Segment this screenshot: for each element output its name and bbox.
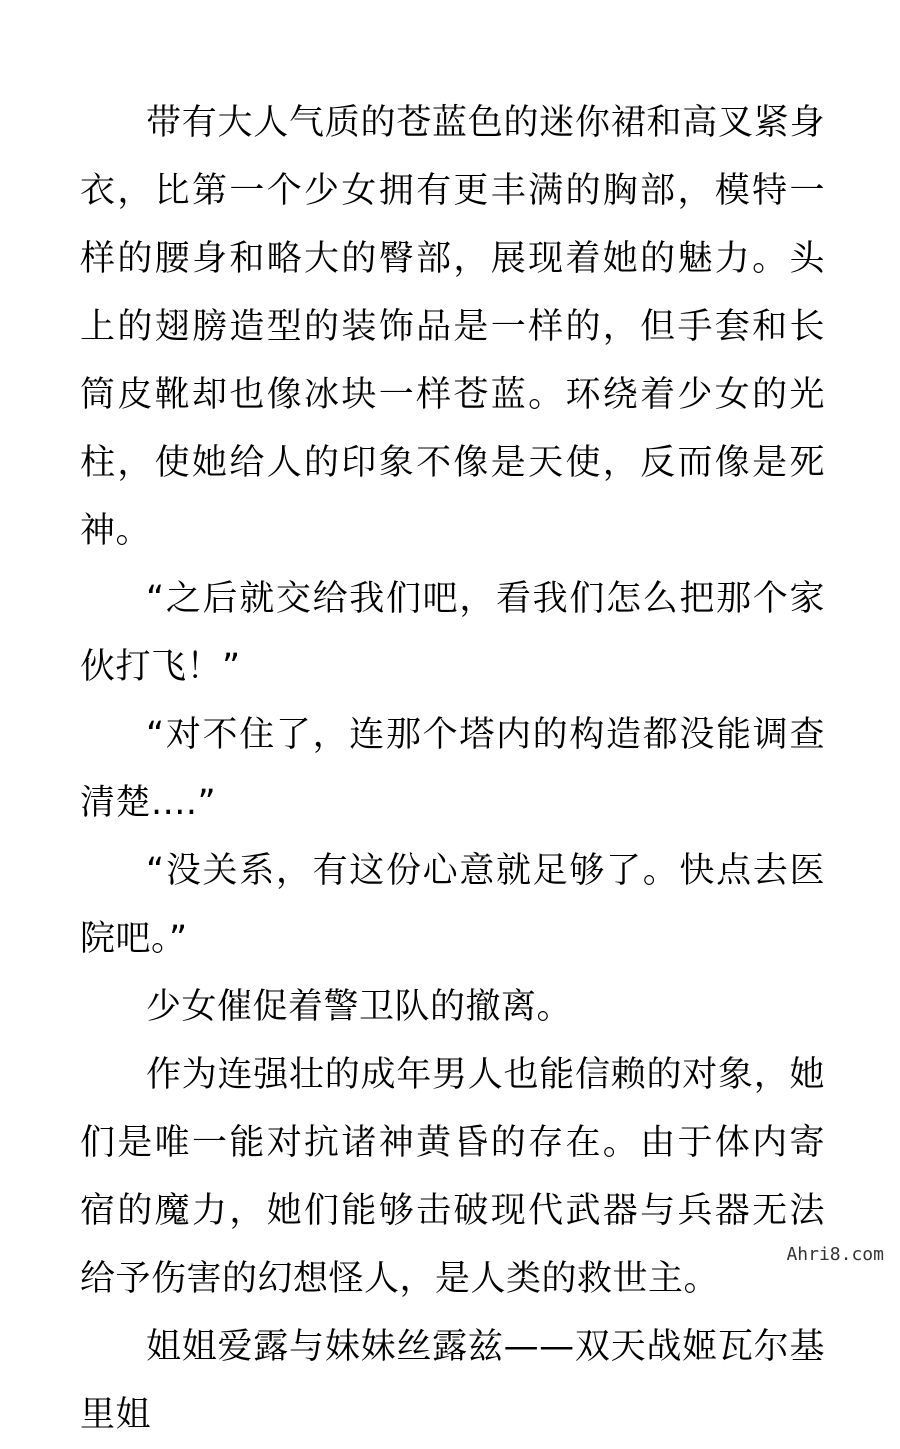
paragraph-description: 带有大人气质的苍蓝色的迷你裙和高叉紧身衣，比第一个少女拥有更丰满的胸部，模特一样的腰身和略大的臀部，展现着她的魅力。头上的翅膀造型的装饰品是一样的，但手套和长筒皮靴却也像冰块一样苍蓝。环绕着少女的光柱，使她给人的印象不像是天使，反而像是死神。 (80, 103, 825, 551)
watermark: Ahri8.com (782, 1244, 888, 1265)
body-text (80, 89, 825, 1449)
paragraph-dialogue-3: “没关系，有这份心意就足够了。快点去医院吧。” (80, 851, 825, 959)
paragraph-dialogue-1: “之后就交给我们吧，看我们怎么把那个家伙打飞！” (80, 579, 825, 687)
paragraph-narration-3: 姐姐爱露与妹妹丝露兹——双天战姬瓦尔基里姐 (80, 1327, 825, 1435)
paragraph-narration-1: 少女催促着警卫队的撤离。 (146, 987, 573, 1027)
paragraph-dialogue-2: “对不住了，连那个塔内的构造都没能调查清楚....” (80, 715, 825, 823)
paragraph-narration-2: 作为连强壮的成年男人也能信赖的对象，她们是唯一能对抗诸神黄昏的存在。由于体内寄宿的魔力，她们能够击破现代武器与兵器无法给予伤害的幻想怪人，是人类的救世主。 (80, 1055, 825, 1299)
